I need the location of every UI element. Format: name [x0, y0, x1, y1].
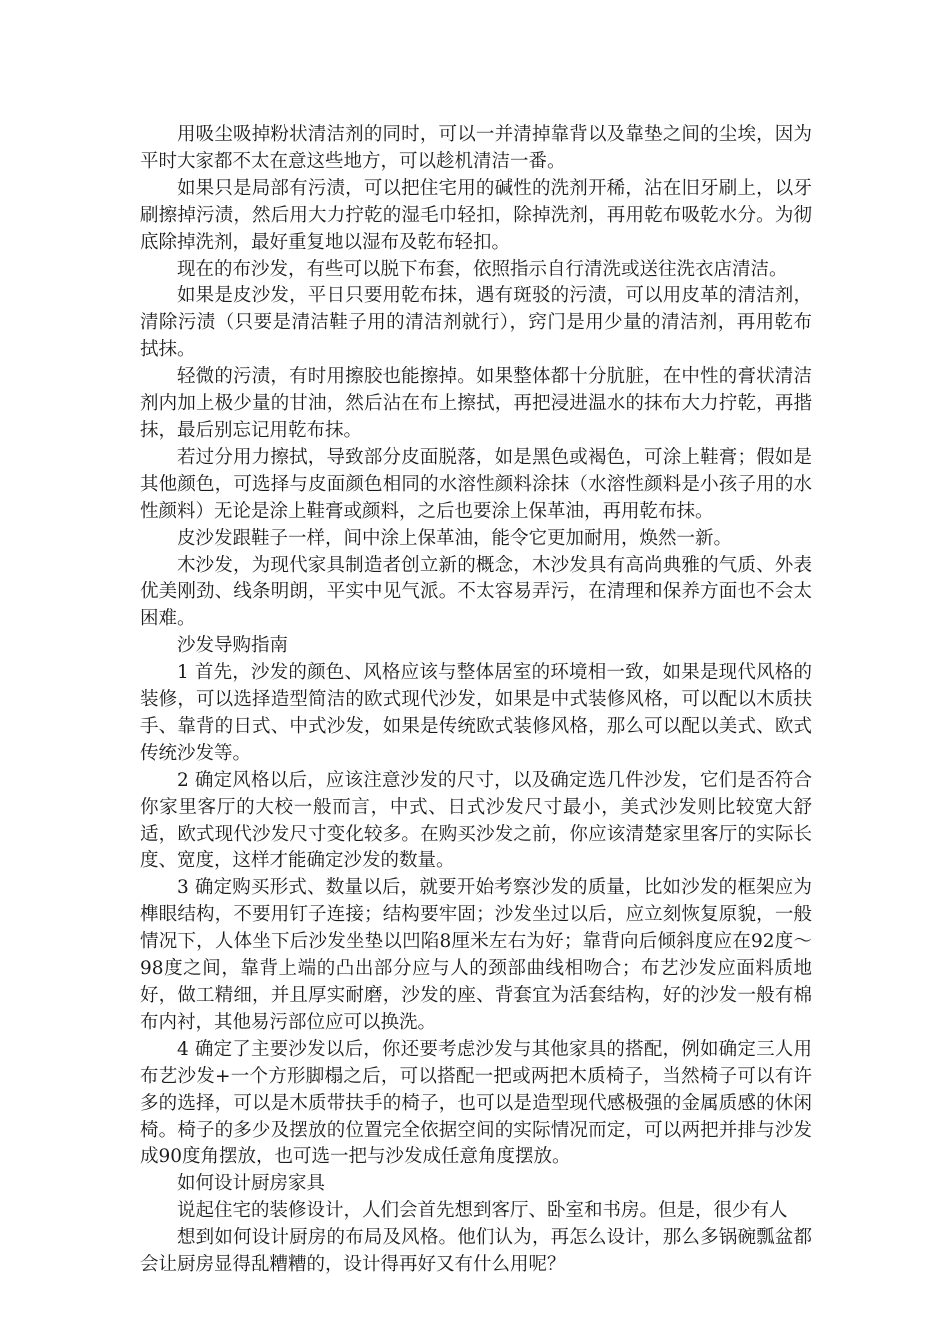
paragraph-leather-oil: 皮沙发跟鞋子一样，间中涂上保革油，能令它更加耐用，焕然一新。	[177, 527, 733, 549]
paragraph-kitchen-layout: 想到如何设计厨房的布局及风格。他们认为，再怎么设计，那么多锅碗瓢盆都会让厨房显得乱糟糟的，设计得再好又有什么用呢？	[140, 1227, 812, 1276]
paragraph-fabric-cover: 现在的布沙发，有些可以脱下布套，依照指示自行清洗或送往洗衣店清洁。	[177, 258, 788, 280]
paragraph-leather-sofa: 如果是皮沙发，平日只要用乾布抹，遇有斑驳的污渍，可以用皮革的清洁剂，清除污渍（只要是清洁鞋子用的清洁剂就行），窍门是用少量的清洁剂，再用乾布拭抹。	[140, 285, 812, 361]
paragraph-guide-3: 3 确定购买形式、数量以后，就要开始考察沙发的质量，比如沙发的框架应为榫眼结构，不要用钉子连接；结构要牢固；沙发坐过以后，应立刻恢复原貌，一般情况下，人体坐下后沙发坐垫以凹陷8厘米左右为好；靠背向后倾斜度应在92度～98度之间，靠背上端的凸出部分应与人的颈部曲线相吻合；布艺沙发应面料质地好，做工精细，并且厚实耐磨，沙发的座、背套宜为活套结构，好的沙发一般有棉布内衬，其他易污部位应可以换洗。	[140, 877, 812, 1033]
document-body	[140, 122, 812, 1279]
paragraph-local-stain: 如果只是局部有污渍，可以把住宅用的碱性的洗剂开稀，沾在旧牙刷上，以牙刷擦掉污渍，然后用大力拧乾的湿毛巾轻扣，除掉洗剂，再用乾布吸乾水分。为彻底除掉洗剂，最好重复地以湿布及乾布轻扣。	[140, 177, 812, 253]
section-heading-kitchen: 如何设计厨房家具	[177, 1173, 326, 1195]
paragraph-leather-repair: 若过分用力擦拭，导致部分皮面脱落，如是黑色或褐色，可涂上鞋膏；假如是其他颜色，可选择与皮面颜色相同的水溶性颜料涂抹（水溶性颜料是小孩子用的水性颜料）无论是涂上鞋膏或颜料，之后也要涂上保革油，再用乾布抹。	[140, 446, 812, 522]
section-heading-sofa-guide: 沙发导购指南	[177, 635, 289, 657]
paragraph-guide-4: 4 确定了主要沙发以后，你还要考虑沙发与其他家具的搭配，例如确定三人用布艺沙发+一个方形脚榻之后，可以搭配一把或两把木质椅子，当然椅子可以有许多的选择，可以是木质带扶手的椅子，也可以是造型现代感极强的金属质感的休闲椅。椅子的多少及摆放的位置完全依据空间的实际情况而定，可以两把并排与沙发成90度角摆放，也可选一把与沙发成任意角度摆放。	[140, 1038, 812, 1168]
paragraph-kitchen-intro: 说起住宅的装修设计，人们会首先想到客厅、卧室和书房。但是，很少有人	[177, 1200, 788, 1222]
paragraph-light-stain: 轻微的污渍，有时用擦胶也能擦掉。如果整体都十分肮脏，在中性的膏状清洁剂内加上极少量的甘油，然后沾在布上擦拭，再把浸进温水的抹布大力拧乾，再揩抹，最后别忘记用乾布抹。	[140, 366, 812, 441]
paragraph-wood-sofa: 木沙发，为现代家具制造者创立新的概念，木沙发具有高尚典雅的气质、外表优美刚劲、线条明朗，平实中见气派。不太容易弄污，在清理和保养方面也不会太困难。	[140, 554, 812, 630]
paragraph-sofa-dust: 用吸尘吸掉粉状清洁剂的同时，可以一并清掉靠背以及靠垫之间的尘埃，因为平时大家都不太在意这些地方，可以趁机清洁一番。	[140, 124, 812, 172]
paragraph-guide-2: 2 确定风格以后，应该注意沙发的尺寸，以及确定选几件沙发，它们是否符合你家里客厅的大校一般而言，中式、日式沙发尺寸最小，美式沙发则比较宽大舒适，欧式现代沙发尺寸变化较多。在购买沙发之前，你应该清楚家里客厅的实际长度、宽度，这样才能确定沙发的数量。	[140, 769, 812, 872]
paragraph-guide-1: 1 首先，沙发的颜色、风格应该与整体居室的环境相一致，如果是现代风格的装修，可以选择造型简洁的欧式现代沙发，如果是中式装修风格，可以配以木质扶手、靠背的日式、中式沙发，如果是传统欧式装修风格，那么可以配以美式、欧式传统沙发等。	[140, 662, 812, 764]
